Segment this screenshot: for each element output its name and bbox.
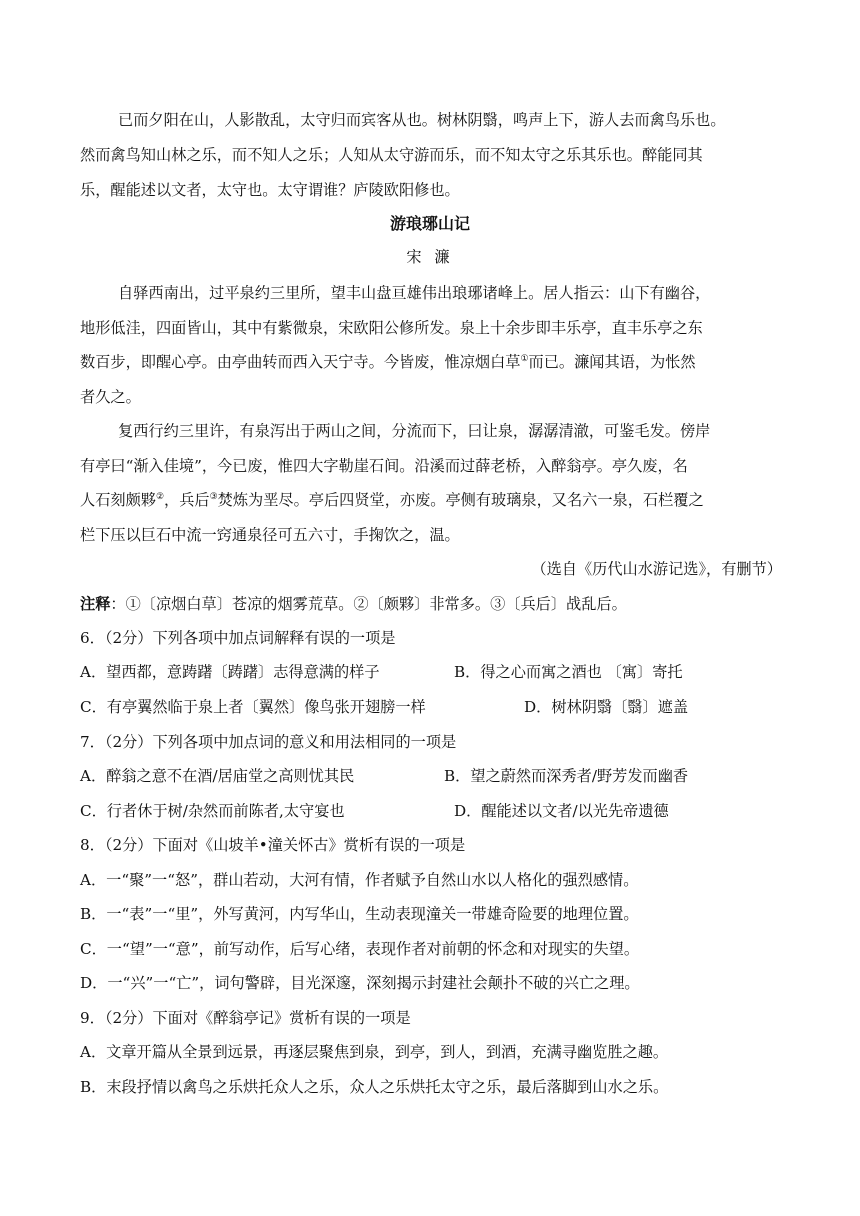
- paragraph-1-line: 数百步，即醒心亭。由亭曲转而西入天宁寺。今皆废，惟凉烟白草①而已。濂闻其语，为怅然: [80, 353, 696, 371]
- passage-title: 游琅琊山记: [389, 214, 470, 233]
- question-8-option-c: C．一“望”一“意”，前写动作，后写心绪，表现作者对前朝的怀念和对现实的失望。: [80, 940, 640, 958]
- question-6-option-b: B．得之心而寓之酒也 〔寓〕寄托: [454, 663, 683, 681]
- question-7-stem: 7．（2分）下列各项中加点词的意义和用法相同的一项是: [80, 733, 457, 751]
- paragraph-2-line: 栏下压以巨石中流一窍通泉径可五六寸，手掬饮之，温。: [80, 526, 460, 544]
- footnote-mark-2: ②: [155, 492, 165, 502]
- question-8-stem: 8．（2分）下面对《山坡羊•潼关怀古》赏析有误的一项是: [80, 836, 466, 854]
- passage-author: 宋 濂: [406, 248, 454, 266]
- paragraph-2-line: 人石刻颇夥②，兵后③焚炼为垩尽。亭后四贤堂，亦废。亭侧有玻璃泉，又名六一泉，石栏覆之: [80, 491, 704, 509]
- question-7-option-a: A．醉翁之意不在酒/居庙堂之高则忧其民: [80, 767, 355, 785]
- question-6-option-d: D．树林阴翳〔翳〕遮盖: [524, 698, 689, 716]
- question-7-option-b: B．望之蔚然而深秀者/野芳发而幽香: [444, 767, 689, 785]
- notes-label: 注释: [80, 595, 111, 613]
- question-6-option-a: A．望西都，意踌躇〔踌躇〕志得意满的样子: [80, 663, 380, 681]
- question-7-option-d: D．醒能述以文者/以光先帝遗德: [454, 802, 669, 820]
- prev-passage-line: 乐，醒能述以文者，太守也。太守谓谁？庐陵欧阳修也。: [80, 181, 460, 199]
- paragraph-2-line: 有亭曰“渐入佳境”，今已废，惟四大字勒崖石间。沿溪而过薛老桥，入醉翁亭。亭久废，名: [80, 457, 688, 475]
- footnote-mark-1: ①: [520, 354, 529, 364]
- question-8-option-b: B．一“表”一“里”，外写黄河，内写华山，生动表现潼关一带雄奇险要的地理位置。: [80, 905, 639, 923]
- question-6-stem: 6．（2分）下列各项中加点词解释有误的一项是: [80, 629, 396, 647]
- question-9-stem: 9．（2分）下面对《醉翁亭记》赏析有误的一项是: [80, 1009, 411, 1027]
- passage-source: （选自《历代山水游记选》，有删节）: [531, 560, 782, 578]
- question-8-option-a: A．一“聚”一“怒”，群山若动，大河有情，作者赋予自然山水以人格化的强烈感情。: [80, 871, 639, 889]
- question-8-option-d: D．一“兴”一“亡”，词句警辟，目光深邃，深刻揭示封建社会颠扑不破的兴亡之理。: [80, 974, 640, 992]
- prev-passage-line: 然而禽鸟知山林之乐，而不知人之乐；人知从太守游而乐，而不知太守之乐其乐也。醉能同其: [80, 146, 703, 164]
- question-6-option-c: C．有亭翼然临于泉上者〔翼然〕像鸟张开翅膀一样: [80, 698, 426, 716]
- question-9-option-b: B．末段抒情以禽鸟之乐烘托众人之乐，众人之乐烘托太守之乐，最后落脚到山水之乐。: [80, 1078, 669, 1096]
- notes: [80, 594, 627, 614]
- prev-passage-line: 已而夕阳在山，人影散乱，太守归而宾客从也。树林阴翳，鸣声上下，游人去而禽鸟乐也。: [118, 111, 726, 129]
- paragraph-2-line: 复西行约三里许，有泉泻出于两山之间，分流而下，曰让泉，潺潺清澈，可鉴毛发。傍岸: [118, 422, 711, 440]
- question-7-option-c: C．行者休于树/杂然而前陈者,太守宴也: [80, 802, 345, 820]
- question-9-option-a: A．文章开篇从全景到远景，再逐层聚焦到泉，到亭，到人，到酒，充满寻幽览胜之趣。: [80, 1043, 669, 1061]
- footnote-mark-3: ③: [209, 492, 218, 502]
- paragraph-1-line: 地形低洼，四面皆山，其中有紫微泉，宋欧阳公修所发。泉上十余步即丰乐亭，直丰乐亭之东: [80, 319, 703, 337]
- paragraph-1-line: 自驿西南出，过平泉约三里所，望丰山盘亘雄伟出琅琊诸峰上。居人指云：山下有幽谷，: [118, 284, 711, 302]
- paragraph-1-line: 者久之。: [80, 388, 141, 406]
- notes-text: ：①〔凉烟白草〕苍凉的烟雾荒草。②〔颇夥〕非常多。③〔兵后〕战乱后。: [110, 595, 627, 613]
